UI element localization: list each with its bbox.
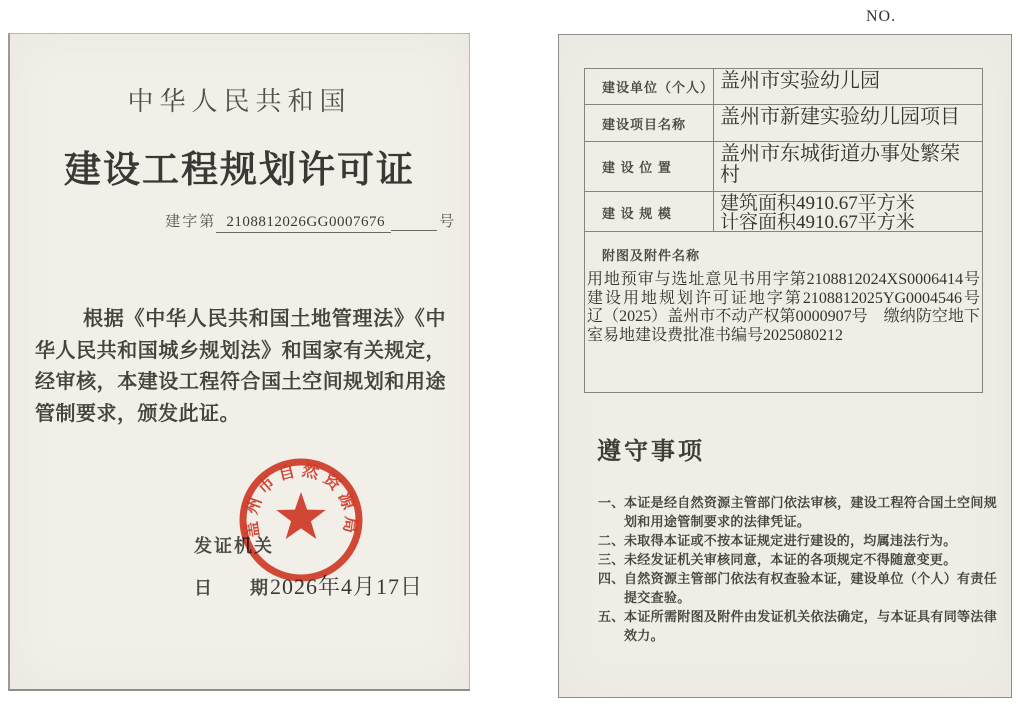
row-label: 建 设 位 置: [602, 160, 672, 175]
project-info-table: [584, 68, 997, 393]
attachments-row: [585, 232, 997, 392]
permit-number-underline: [391, 216, 437, 231]
item-text: 未经发证机关审核同意，本证的各项规定不得随意变更。: [624, 552, 957, 567]
list-item: [598, 531, 997, 550]
official-seal: [226, 445, 376, 595]
table-row: [585, 69, 982, 105]
list-item: [598, 493, 997, 531]
table-row: [585, 192, 982, 232]
row-value: 盖州市东城街道办事处繁荣村: [713, 142, 982, 191]
issuer-label: 发证机关: [194, 536, 274, 556]
row-value-line2: 计容面积4910.67平方米: [720, 212, 915, 233]
date-label-left: 日: [194, 578, 212, 598]
list-item: [598, 607, 997, 645]
item-number: 一、: [598, 495, 625, 510]
row-value-line1: 建筑面积4910.67平方米: [720, 193, 915, 214]
certificate-title: 建设工程规划许可证: [64, 149, 415, 190]
seal-star-icon: [276, 492, 325, 539]
list-item: [598, 569, 997, 607]
compliance-section-title: 遵守事项: [597, 438, 705, 465]
compliance-list: [598, 493, 997, 645]
row-value: 盖州市实验幼儿园: [713, 69, 982, 104]
item-number: 二、: [598, 533, 625, 548]
permit-number-line: [165, 210, 455, 231]
item-number: 四、: [598, 571, 625, 586]
item-number: 五、: [598, 609, 625, 624]
item-text: 本证是经自然资源主管部门依法审核，建设工程符合国土空间规划和用途管制要求的法律凭证。: [624, 495, 997, 529]
certificate-body-text: 根据《中华人民共和国土地管理法》《中华人民共和国城乡规划法》和国家有关规定，经审核，本建设工程符合国土空间规划和用途管制要求，颁发此证。: [35, 308, 446, 425]
permit-number-prefix: 建字第: [165, 213, 217, 230]
permit-number: 2108812026GG0007676: [216, 214, 391, 233]
row-value: [713, 192, 982, 232]
attachments-text: 用地预审与选址意见书用字第2108812024XS0006414号 建设用地规划许可证地字第2108812025YG0004546号 辽（2025）盖州市不动产权第0000907号 缴纳防空地下室易地建设费批准书编号2025080212: [587, 271, 997, 344]
seal-org-text: 盖州市自然资源局: [242, 461, 360, 540]
serial-no-label: NO.: [866, 8, 897, 25]
date-label-right: 期: [250, 578, 268, 598]
issue-date-value: 2026年4月17日: [270, 574, 424, 599]
certificate-detail-page: [558, 34, 1012, 698]
table-row: [585, 142, 982, 192]
attachments-label: 附图及附件名称: [602, 248, 701, 263]
row-label: 建设项目名称: [602, 116, 687, 132]
item-text: 本证所需附图及附件由发证机关依法确定，与本证具有同等法律效力。: [624, 609, 997, 643]
row-value: 盖州市新建实验幼儿园项目: [713, 105, 982, 141]
list-item: [598, 550, 997, 569]
country-name: 中华人民共和国: [127, 87, 352, 116]
row-label: 建 设 规 模: [602, 205, 672, 221]
row-label: 建设单位（个人）: [602, 80, 715, 95]
certificate-cover-page: [8, 33, 470, 691]
item-text: 未取得本证或不按本证规定进行建设的，均属违法行为。: [624, 533, 957, 548]
item-text: 自然资源主管部门依法有权查验本证，建设单位（个人）有责任提交查验。: [624, 571, 997, 605]
table-row: [585, 105, 982, 142]
permit-number-suffix: 号: [438, 213, 455, 230]
item-number: 三、: [598, 552, 625, 567]
